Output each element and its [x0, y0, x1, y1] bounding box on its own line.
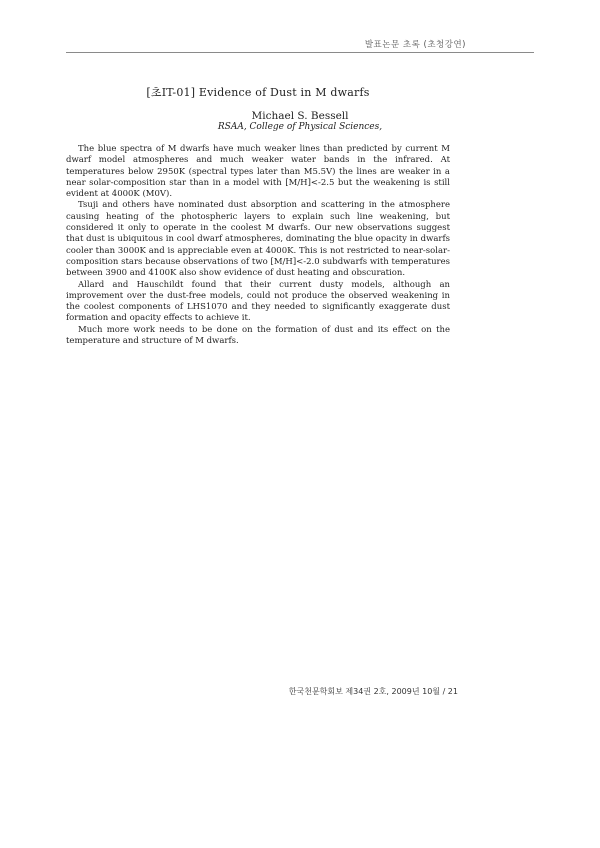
- author-name: Michael S. Bessell: [251, 110, 349, 122]
- abstract-paragraph-4: Much more work needs to be done on the formation of dust and its effect on the temperature and structure of M dwarfs.: [66, 324, 450, 347]
- page-footer-citation: 한국천문학회보 제34권 2호, 2009년 10월 / 21: [288, 687, 458, 696]
- header-rule: [66, 52, 534, 53]
- abstract-paragraph-2: Tsuji and others have nominated dust absorption and scattering in the atmosphere causing heating of the photospheric layers to explain such line weakening, but considered it only to operate in the coolest M dwarfs. Our new observations suggest that dust is ubiquitous in cool dwarf atmospheres, dominating the blue opacity in dwarfs cooler than 3000K and is appreciable even at 4000K. This is not restricted to near-solar-composition stars because observations of two [M/H]<-2.0 subdwarfs with temperatures between 3900 and 4100K also show evidence of dust heating and obscuration.: [66, 200, 450, 279]
- abstract-body: [66, 144, 450, 347]
- article-title: [초IT-01] Evidence of Dust in M dwarfs: [146, 86, 370, 99]
- running-head: 발표논문 초록 (초청강연): [364, 40, 466, 50]
- author-affiliation: RSAA, College of Physical Sciences,: [217, 122, 383, 132]
- abstract-paragraph-1: The blue spectra of M dwarfs have much weaker lines than predicted by current M dwarf model atmospheres and much weaker water bands in the infrared. At temperatures below 2950K (spectral types later than M5.5V) the lines are weaker in a near solar-composition star than in a model with [M/H]<-2.5 but the weakening is still evident at 4000K (M0V).: [66, 144, 450, 200]
- abstract-paragraph-3: Allard and Hauschildt found that their current dusty models, although an improvement over the dust-free models, could not produce the observed weakening in the coolest components of LHS1070 and they needed to significantly exaggerate dust formation and opacity effects to achieve it.: [66, 279, 450, 324]
